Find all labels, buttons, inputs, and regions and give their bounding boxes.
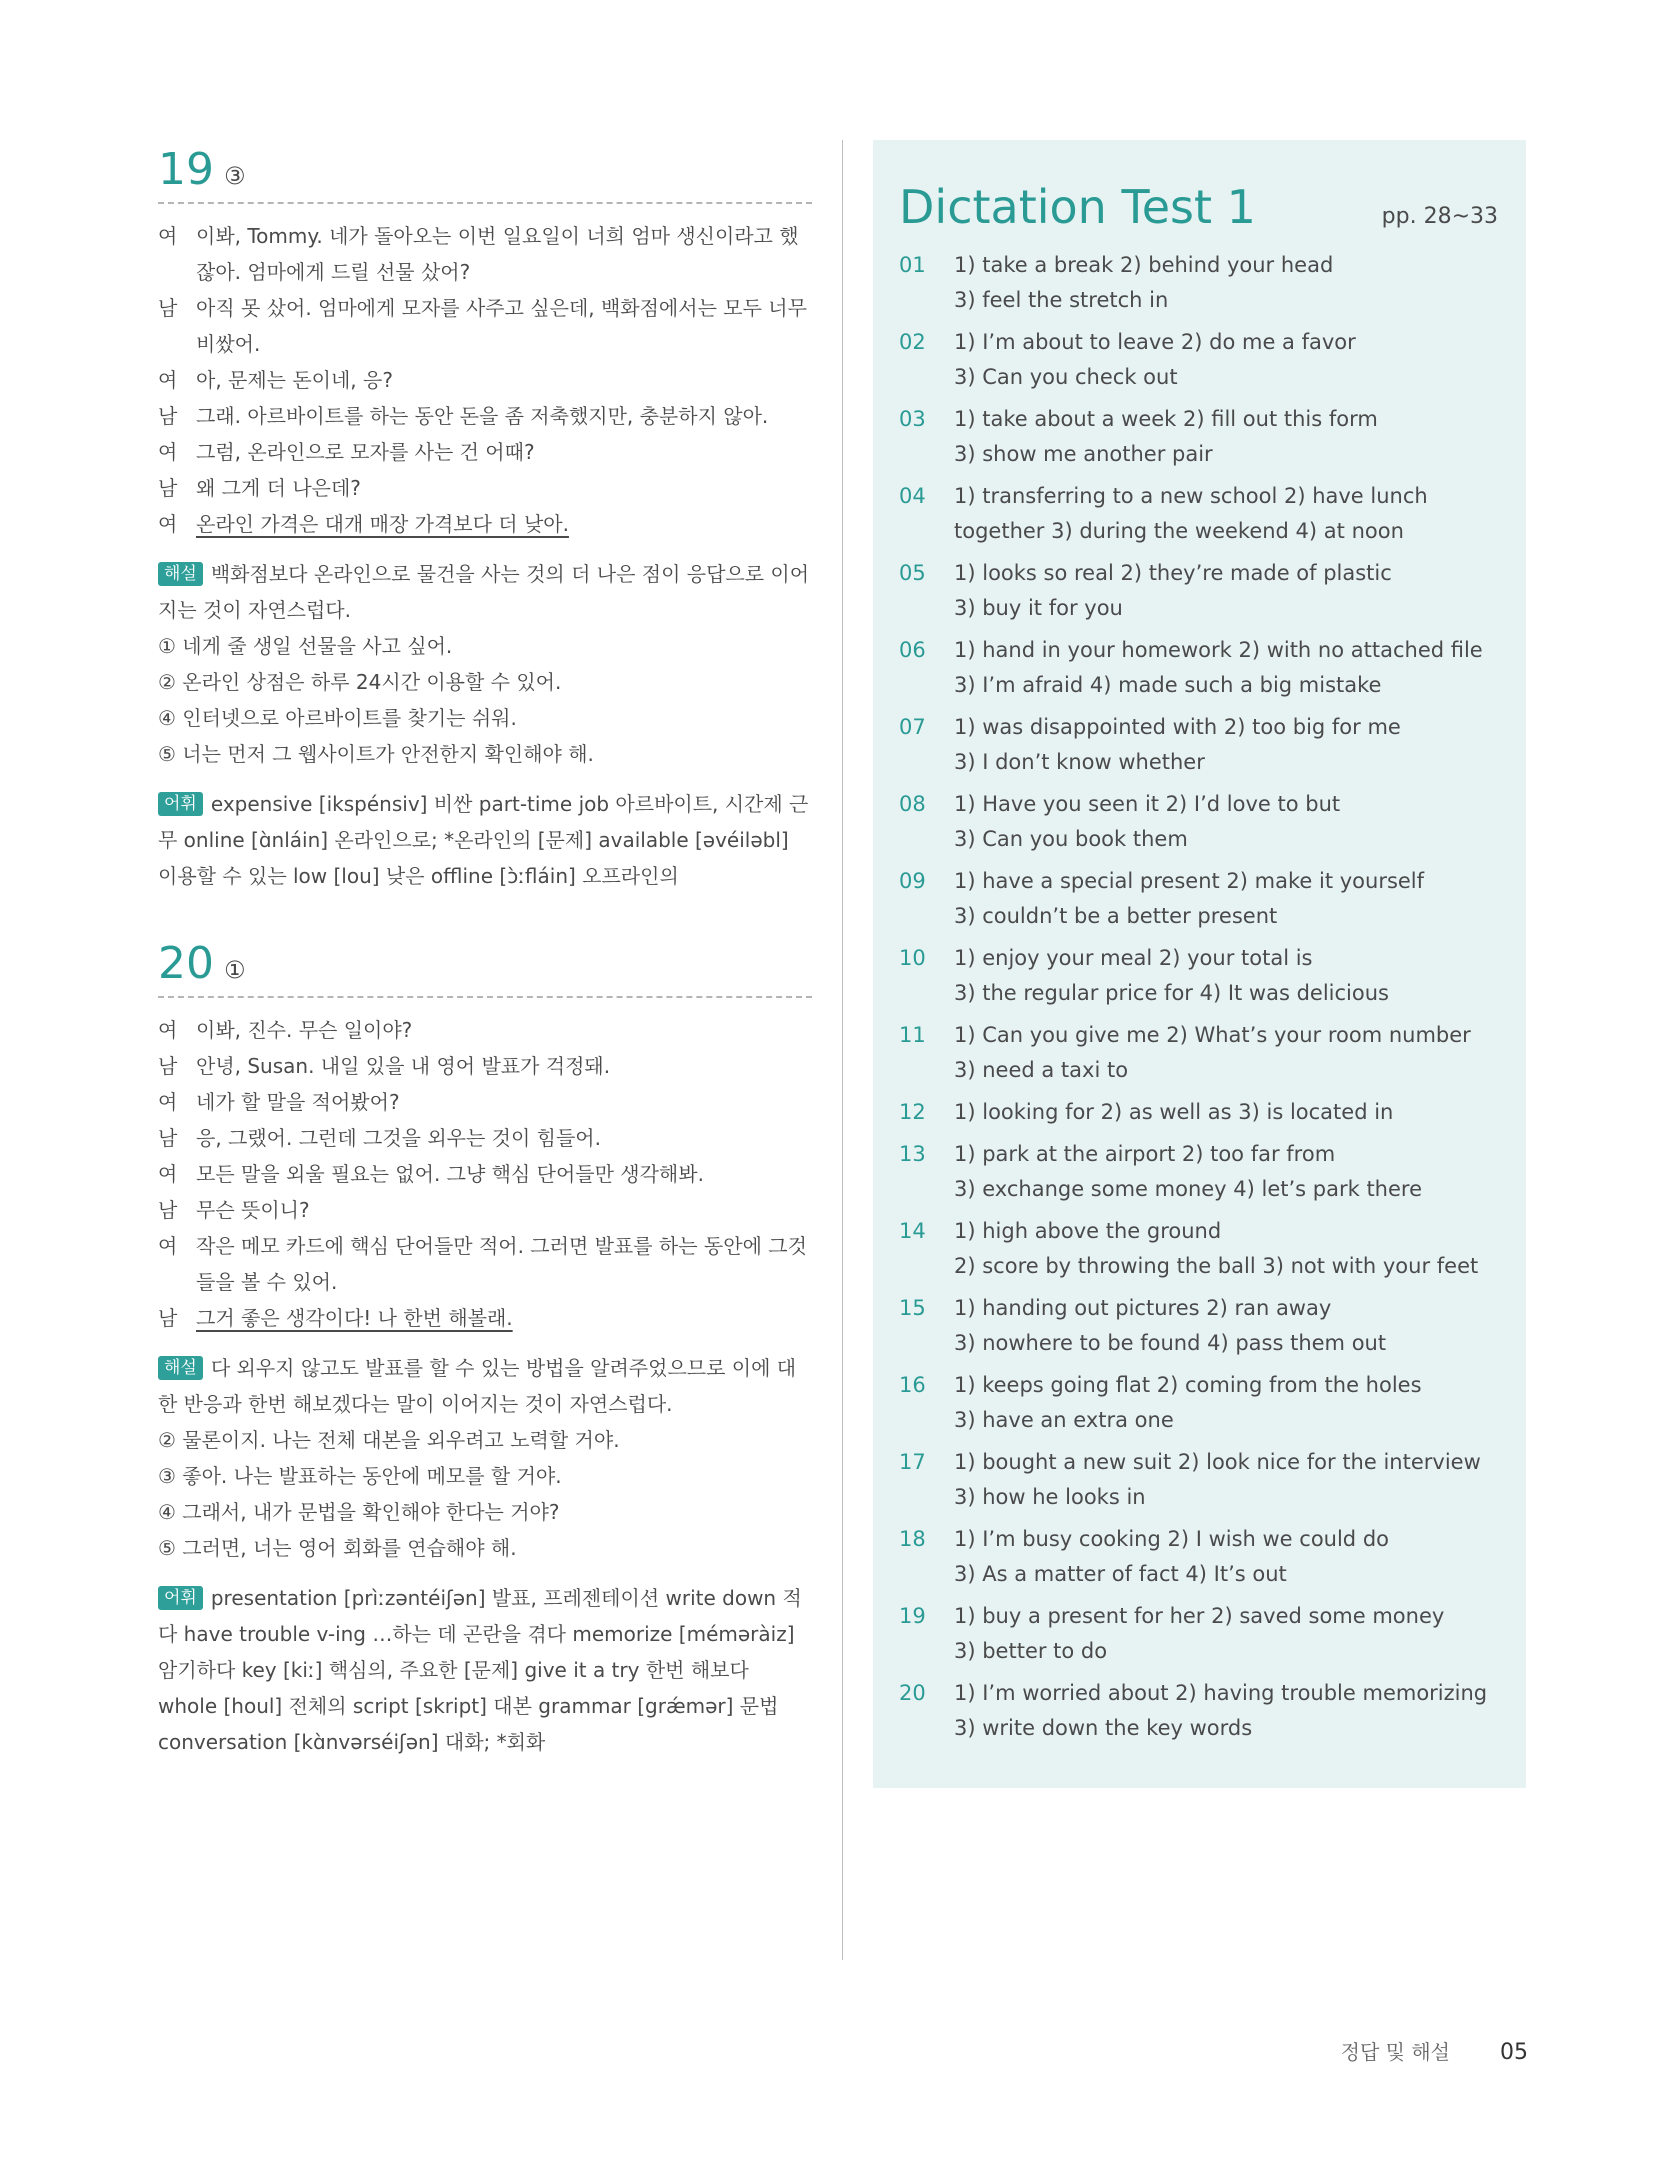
item-answers xyxy=(954,479,1498,549)
item-answers xyxy=(954,402,1498,472)
speaker-label: 여 xyxy=(158,1018,178,1042)
answer-line: 1) Have you seen it 2) I’d love to but xyxy=(954,792,1341,816)
answer-line: 1) bought a new suit 2) look nice for the interview xyxy=(954,1450,1481,1474)
question-number: 20 xyxy=(158,938,214,989)
dialogue-line xyxy=(158,1192,812,1228)
item-answers xyxy=(954,248,1498,318)
utterance: 이봐, 진수. 무슨 일이야? xyxy=(196,1018,413,1042)
speaker-label: 남 xyxy=(158,296,178,320)
item-number: 03 xyxy=(899,407,926,431)
dictation-item xyxy=(899,248,1498,318)
answer-line: 3) buy it for you xyxy=(954,596,1123,620)
utterance: 모든 말을 외울 필요는 없어. 그냥 핵심 단어들만 생각해봐. xyxy=(196,1162,704,1186)
item-number: 10 xyxy=(899,946,926,970)
dialogue-line xyxy=(158,362,812,398)
answer-line: 1) buy a present for her 2) saved some money xyxy=(954,1604,1445,1628)
item-answers xyxy=(954,325,1498,395)
explanation-tag: 해설 xyxy=(158,562,203,586)
vocabulary-tag: 어휘 xyxy=(158,1586,203,1610)
utterance: 아직 못 샀어. 엄마에게 모자를 사주고 싶은데, 백화점에서는 모두 너무 비쌌어. xyxy=(196,296,807,356)
item-answers xyxy=(954,787,1498,857)
utterance: 작은 메모 카드에 핵심 단어들만 적어. 그러면 발표를 하는 동안에 그것들을 볼 수 있어. xyxy=(196,1234,807,1294)
item-number: 14 xyxy=(899,1219,926,1243)
speaker-label: 여 xyxy=(158,512,178,536)
item-number: 01 xyxy=(899,253,926,277)
speaker-label: 남 xyxy=(158,1126,178,1150)
dialogue-line xyxy=(158,506,812,542)
answer-line: 1) hand in your homework 2) with no attached file xyxy=(954,638,1483,662)
underlined-answer: 그거 좋은 생각이다! 나 한번 해볼래. xyxy=(196,1306,513,1330)
utterance: 안녕, Susan. 내일 있을 내 영어 발표가 걱정돼. xyxy=(196,1054,611,1078)
answer-line: 3) write down the key words xyxy=(954,1716,1253,1740)
dialogue-line xyxy=(158,434,812,470)
answer-line: 1) I’m about to leave 2) do me a favor xyxy=(954,330,1356,354)
answer-line: 3) nowhere to be found 4) pass them out xyxy=(954,1331,1387,1355)
item-number: 18 xyxy=(899,1527,926,1551)
item-number: 02 xyxy=(899,330,926,354)
item-answers xyxy=(954,1291,1498,1361)
answer-line: 1) handing out pictures 2) ran away xyxy=(954,1296,1332,1320)
answer-line: 1) take about a week 2) fill out this form xyxy=(954,407,1378,431)
dictation-item xyxy=(899,1018,1498,1088)
answer-line: 1) transferring to a new school 2) have lunch xyxy=(954,484,1428,508)
choice-item: ④ 그래서, 내가 문법을 확인해야 한다는 거야? xyxy=(158,1500,560,1524)
answer-utterance xyxy=(196,506,812,542)
speaker-label: 여 xyxy=(158,1090,178,1114)
panel-header xyxy=(899,180,1498,234)
speaker-label: 여 xyxy=(158,1162,178,1186)
page-number: 05 xyxy=(1500,2040,1528,2065)
vocabulary-text: expensive [ikspénsiv] 비싼 part-time job 아르바이트, 시간제 근무 online [ɑ̀nláin] 온라인으로; *온라인의 [문제] available [əvéiləbl] 이용할 수 있는 low [lou] 낮은 offline [ɔ̀ːfláin] 오프라인의 xyxy=(158,792,809,888)
footer-label: 정답 및 해설 xyxy=(1340,2040,1450,2064)
utterance: 무슨 뜻이니? xyxy=(196,1198,310,1222)
dictation-item xyxy=(899,1676,1498,1746)
vocabulary xyxy=(158,786,812,894)
answer-line: 3) how he looks in xyxy=(954,1485,1146,1509)
answer-line: 3) Can you book them xyxy=(954,827,1188,851)
utterance: 그래. 아르바이트를 하는 동안 돈을 좀 저축했지만, 충분하지 않아. xyxy=(196,404,769,428)
utterance: 네가 할 말을 적어봤어? xyxy=(196,1090,400,1114)
answer-line: 3) couldn’t be a better present xyxy=(954,904,1278,928)
answer-line: 1) looking for 2) as well as 3) is located in xyxy=(954,1100,1394,1124)
item-number: 05 xyxy=(899,561,926,585)
panel-title: Dictation Test 1 xyxy=(899,180,1256,234)
utterance: 이봐, Tommy. 네가 돌아오는 이번 일요일이 너희 엄마 생신이라고 했잖아. 엄마에게 드릴 선물 샀어? xyxy=(196,224,799,284)
speaker-label: 여 xyxy=(158,368,178,392)
choice-item: ⑤ 그러면, 너는 영어 회화를 연습해야 해. xyxy=(158,1536,517,1560)
speaker-label: 여 xyxy=(158,224,178,248)
item-number: 07 xyxy=(899,715,926,739)
utterance: 왜 그게 더 나은데? xyxy=(196,476,361,500)
item-answers xyxy=(954,1137,1498,1207)
answer-line: 3) I’m afraid 4) made such a big mistake xyxy=(954,673,1382,697)
item-answers xyxy=(954,1522,1498,1592)
dictation-item xyxy=(899,556,1498,626)
dictation-item xyxy=(899,1291,1498,1361)
dictation-item xyxy=(899,479,1498,549)
dictation-test-panel xyxy=(873,140,1526,1788)
item-number: 09 xyxy=(899,869,926,893)
answer-choice: ③ xyxy=(224,162,246,190)
item-number: 06 xyxy=(899,638,926,662)
item-number: 19 xyxy=(899,1604,926,1628)
dialogue-line xyxy=(158,218,812,290)
answer-line: 3) As a matter of fact 4) It’s out xyxy=(954,1562,1287,1586)
dialogue-line xyxy=(158,1012,812,1048)
item-answers xyxy=(954,633,1498,703)
dialogue-line xyxy=(158,1084,812,1120)
dictation-item xyxy=(899,1522,1498,1592)
answer-line: 1) enjoy your meal 2) your total is xyxy=(954,946,1313,970)
choice-list xyxy=(158,1422,812,1566)
dictation-item xyxy=(899,633,1498,703)
vocabulary-text: presentation [prìːzəntéiʃən] 발표, 프레젠테이션 write down 적다 have trouble v-ing …하는 데 곤란을 겪다 memorize [méməràiz] 암기하다 key [kiː] 핵심의, 주요한 [문제] give it a try 한번 해보다 whole [houl] 전체의 script [skript] 대본 grammar [grǽmər] 문법 conversation [kɑ̀nvərséiʃən] 대화; *회화 xyxy=(158,1586,802,1754)
dictation-item xyxy=(899,710,1498,780)
answer-line: 1) I’m busy cooking 2) I wish we could do xyxy=(954,1527,1389,1551)
dictation-item xyxy=(899,402,1498,472)
dialogue xyxy=(158,1012,812,1336)
item-answers xyxy=(954,1214,1498,1284)
speaker-label: 남 xyxy=(158,476,178,500)
answer-line: 3) better to do xyxy=(954,1639,1108,1663)
answer-line: 1) looks so real 2) they’re made of plastic xyxy=(954,561,1392,585)
dialogue-line xyxy=(158,470,812,506)
question-20 xyxy=(158,938,812,1760)
page-range: pp. 28~33 xyxy=(1381,204,1498,229)
dictation-item xyxy=(899,1368,1498,1438)
dialogue-line xyxy=(158,1300,812,1336)
answer-line: 3) I don’t know whether xyxy=(954,750,1205,774)
item-number: 13 xyxy=(899,1142,926,1166)
answer-choice: ① xyxy=(224,956,246,984)
explanation xyxy=(158,1350,812,1422)
answer-utterance xyxy=(196,1300,812,1336)
speaker-label: 여 xyxy=(158,1234,178,1258)
item-number: 15 xyxy=(899,1296,926,1320)
item-answers xyxy=(954,864,1498,934)
choice-item: ② 물론이지. 나는 전체 대본을 외우려고 노력할 거야. xyxy=(158,1428,620,1452)
dialogue xyxy=(158,218,812,542)
item-number: 17 xyxy=(899,1450,926,1474)
question-19 xyxy=(158,144,812,894)
choice-item: ⑤ 너는 먼저 그 웹사이트가 안전한지 확인해야 해. xyxy=(158,742,594,766)
page-footer xyxy=(1341,2036,1528,2065)
answer-line: 3) exchange some money 4) let’s park there xyxy=(954,1177,1423,1201)
question-header xyxy=(158,144,812,204)
speaker-label: 남 xyxy=(158,404,178,428)
answer-line: 3) have an extra one xyxy=(954,1408,1174,1432)
answer-line: 3) the regular price for 4) It was delicious xyxy=(954,981,1389,1005)
dictation-item xyxy=(899,325,1498,395)
dictation-item xyxy=(899,1445,1498,1515)
item-number: 20 xyxy=(899,1681,926,1705)
answer-line: 1) high above the ground xyxy=(954,1219,1222,1243)
answer-line: 1) take a break 2) behind your head xyxy=(954,253,1334,277)
explanation-text: 다 외우지 않고도 발표를 할 수 있는 방법을 알려주었으므로 이에 대한 반응과 한번 해보겠다는 말이 이어지는 것이 자연스럽다. xyxy=(158,1356,797,1416)
item-number: 11 xyxy=(899,1023,926,1047)
answer-line: 3) Can you check out xyxy=(954,365,1178,389)
choice-item: ④ 인터넷으로 아르바이트를 찾기는 쉬워. xyxy=(158,706,517,730)
vocabulary-tag: 어휘 xyxy=(158,792,203,816)
dialogue-line xyxy=(158,290,812,362)
item-answers xyxy=(954,1368,1498,1438)
item-number: 08 xyxy=(899,792,926,816)
speaker-label: 남 xyxy=(158,1198,178,1222)
vocabulary xyxy=(158,1580,812,1760)
item-answers xyxy=(954,1018,1498,1088)
utterance: 아, 문제는 돈이네, 응? xyxy=(196,368,393,392)
item-answers xyxy=(954,941,1498,1011)
item-answers xyxy=(954,556,1498,626)
answer-line: 3) feel the stretch in xyxy=(954,288,1169,312)
choice-item: ② 온라인 상점은 하루 24시간 이용할 수 있어. xyxy=(158,670,562,694)
choice-item: ① 네게 줄 생일 선물을 사고 싶어. xyxy=(158,634,453,658)
answer-line: together 3) during the weekend 4) at noon xyxy=(954,519,1404,543)
answer-line: 3) need a taxi to xyxy=(954,1058,1129,1082)
answer-line: 1) have a special present 2) make it yourself xyxy=(954,869,1425,893)
answer-line: 1) park at the airport 2) too far from xyxy=(954,1142,1336,1166)
item-answers xyxy=(954,1445,1498,1515)
dictation-item xyxy=(899,1214,1498,1284)
dialogue-line xyxy=(158,1228,812,1300)
item-answers xyxy=(954,1095,1498,1130)
answer-line: 1) keeps going flat 2) coming from the holes xyxy=(954,1373,1422,1397)
answer-line: 1) Can you give me 2) What’s your room number xyxy=(954,1023,1471,1047)
column-divider xyxy=(842,140,843,1960)
dictation-item xyxy=(899,941,1498,1011)
explanation xyxy=(158,556,812,628)
dictation-item xyxy=(899,864,1498,934)
item-number: 04 xyxy=(899,484,926,508)
underlined-answer: 온라인 가격은 대개 매장 가격보다 더 낮아. xyxy=(196,512,569,536)
answer-line: 1) was disappointed with 2) too big for me xyxy=(954,715,1401,739)
item-number: 12 xyxy=(899,1100,926,1124)
dialogue-line xyxy=(158,1156,812,1192)
question-number: 19 xyxy=(158,144,214,195)
dictation-item xyxy=(899,787,1498,857)
item-answers xyxy=(954,1676,1498,1746)
item-answers xyxy=(954,710,1498,780)
item-number: 16 xyxy=(899,1373,926,1397)
dictation-item xyxy=(899,1095,1498,1130)
dialogue-line xyxy=(158,1120,812,1156)
choice-item: ③ 좋아. 나는 발표하는 동안에 메모를 할 거야. xyxy=(158,1464,562,1488)
speaker-label: 남 xyxy=(158,1306,178,1330)
answer-line: 1) I’m worried about 2) having trouble memorizing xyxy=(954,1681,1488,1705)
explanation-text: 백화점보다 온라인으로 물건을 사는 것의 더 나은 점이 응답으로 이어지는 것이 자연스럽다. xyxy=(158,562,810,622)
utterance: 그럼, 온라인으로 모자를 사는 건 어때? xyxy=(196,440,535,464)
item-answers xyxy=(954,1599,1498,1669)
explanation-tag: 해설 xyxy=(158,1356,203,1380)
question-header xyxy=(158,938,812,998)
speaker-label: 남 xyxy=(158,1054,178,1078)
choice-list xyxy=(158,628,812,772)
dictation-answer-list xyxy=(899,248,1498,1746)
answer-line: 3) show me another pair xyxy=(954,442,1213,466)
dialogue-line xyxy=(158,398,812,434)
utterance: 응, 그랬어. 그런데 그것을 외우는 것이 힘들어. xyxy=(196,1126,601,1150)
dictation-item xyxy=(899,1137,1498,1207)
dictation-item xyxy=(899,1599,1498,1669)
speaker-label: 여 xyxy=(158,440,178,464)
answer-line: 2) score by throwing the ball 3) not with your feet xyxy=(954,1254,1479,1278)
answer-explanations xyxy=(158,144,812,1760)
dialogue-line xyxy=(158,1048,812,1084)
